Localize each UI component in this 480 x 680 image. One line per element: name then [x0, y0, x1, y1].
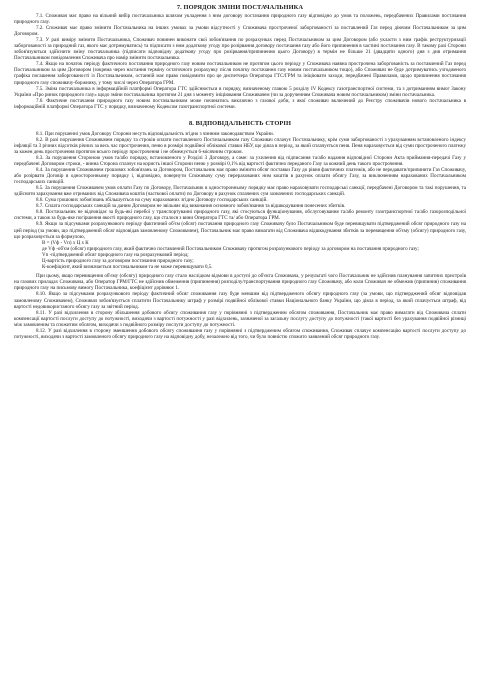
section-8-paragraph: 8.5. За порушення Споживачем умов оплати Газу по Договору, Постачальник в односторонньому порядку має право нараховувати господарські санкції, передбачені Договором та такі порушення, та здійснити зарахування вже отриманих від Споживача коштів (часткової оплати) по Договору в рахунок сплачених сум зазначених господарських санкцій.	[14, 185, 466, 198]
section-7-paragraph: 7.4. Якщо на початок періоду фактичного постачання природного газу новим постачальником не протягом цього періоду у Споживача наявна прострочена заборгованість за поставлений Газ перед Постачальником за цим Договором (зокрема через настання терміну остаточного розрахунку після початку постачання газу новим постачальником тощо), або Споживач не буде дотримуватись узгодженого графіка погашення заборгованості із Постачальником, останній має право повідомити про це диспетчера Оператора ГТС/ГРМ та ініціювати заходи, передбачені Правилами, щодо припинення постачання природного газу споживачу-боржнику, у тому числі через Оператора ГРМ.	[14, 61, 466, 86]
section-8-paragraph: При цьому, якщо перевищення об'єму (обсягу) природного газу стало наслідком відмови в доступі до об'єкта Споживача, у результаті чого Постачальник не здійснив планування запитних пристроїв на газових приладах Споживача, або Оператор ГРМ/ГТС не здійснив обмеження (припинення) розподілу/транспортування природного газу Споживачу, або коли Споживач не обмежив (припинив) споживання природного газу на письмову вимогу Постачальника, коефіцієнт дорівнює 1.	[14, 273, 466, 292]
section-8-paragraph: 8.9. Якщо за підсумками розрахункового періоду фактичний об'єм (обсяг) постачання природного газу Споживачу було Постачальником буде перевищувати підтверджений обсяг природного газу на цей період (за умови, що підтверджений обсяг відповідав замовленому Споживачем), Постачальник має право вимагати від Споживача відшкодування збитків за перевищення об'єму (обсягу) природного газу, що розраховується за формулою,	[14, 221, 466, 240]
section-8-paragraph: 8.8. Постачальник не відповідає за будь-які перебої у транспортуванні природного газу, які стосуються функціонування, обслуговування та/або ремонту газотранспортної та/або газорозподільної системи, а також за будь-яке погіршення якості природного газу, що сталося з вини Оператора ГТС та/ або Оператора ГРМ.	[14, 209, 466, 222]
section-7-paragraph: 7.6. Фактичне постачання природного газу новим постачальником може починатись виключно з газової доби, з якої споживач включений до Реєстру споживачів нового постачальника в інформаційній платформі Оператора ГТС у порядку, визначеному Кодексом газотранспортної системи.	[14, 97, 466, 110]
formula-definition: Vп -підтверджений обсяг природного газу на розрахунковий період;	[42, 252, 189, 259]
section-7-paragraph: 7.2. Споживач має право змінити Постачальника на інших умовах за умови відсутності у Споживача простроченої заборгованості за поставлений Газ перед діючим Постачальником за цим Договором.	[14, 25, 466, 38]
section-7-title: 7. ПОРЯДОК ЗМІНИ ПОСТАЧАЛЬНИКА	[176, 4, 304, 11]
section-8-paragraph: 8.6. Сума грошових зобов'язань збільшується на суму нарахованих згідно Договору господарських санкцій.	[36, 197, 268, 204]
section-8-title: 8. ВІДПОВІДАЛЬНІСТЬ СТОРІН	[188, 119, 292, 127]
section-8-paragraph: 8.7. Сплата господарських санкцій за даним Договором не звільняє від виконання основного зобов'язання та відшкодування понесених збитків.	[36, 203, 346, 210]
section-8-paragraph: 8.1. При порушенні умов Договору Сторони несуть відповідальність згідно з чинним законодавством України.	[36, 130, 274, 137]
section-7-paragraph: 7.3. У разі виміру змінити Постачальника, Споживач повинен виконати свої зобов'язання по розрахунках перед Постачальником за цим Договором (або укласти з ним графік реструктуризації заборгованості за природний газ, якого має дотримуватись) та підписати з ним додаткову угоду про розірвання договору постачання газу або його припинення в частині постачання газу. В такому разі Сторони зобов'язуються здійснити зміну постачальника (підписати відповідну додаткову угоду про розірвання/припинення цього Договору) в термін не більше 21 (двадцяти одного) дня з дня отримання Постачальником повідомлення Споживача про намір змінити постачальника.	[14, 37, 466, 62]
section-8-paragraph: 8.3. За порушення Стороною умов та/або порядку, встановленого у Розділі 3 Договору, а саме: за ухилення від підписання та/або надання відповідної Сторони Акта приймання-передачі Газу у передбачені Договором строки, - винна Сторона сплачує на користь іншої Сторони пеню у розмірі 0,1% від вартості фактично переданого Газу за кожний день такого прострочення.	[14, 154, 466, 167]
section-8-paragraph: 8.2. В разі порушення Споживачем порядку та строків оплати поставленого Постачальником газу Споживач сплачує Постачальнику, крім суми заборгованості з урахуванням встановленого індексу інфляції та 3 річних відсотків річних за весь час прострочення, пеню в розмірі подвійної облікової ставки НБУ, що діяла в період, за який сплачується пеня. Пеня нараховується від суми простроченого платежу за кожен день прострочення протягом всього періоду прострочення і не обмежується 6-місячним строком.	[14, 136, 466, 155]
section-8-paragraph: 8.4. За порушення Споживачем грошових зобов'язань за Договором, Постачальник має право змінити обсяг поставки Газу до рівня фактичних платежів, або не передавати/припинити Газ Споживачу, або розірвати Договір в односторонньому порядку і, відповідно, повернути Споживачу суму перерахованих ним коштів в рахунок оплати обсягу Газу, за виключенням нарахованих Постачальником господарських санкцій.	[14, 167, 466, 186]
formula-definition: де Vф -об'єм (обсяг) природного газу, який фактично поставлений Постачальником Споживачу протягом розрахункового періоду за договором на постачання природного газу;	[42, 246, 419, 253]
section-7-paragraph: 7.1. Споживач має право на вільний вибір постачальника шляхом укладення з ним договору постачання природного газу відповідно до умов та положень, передбачених Правилами постачання природного газу.	[14, 13, 466, 26]
formula-definition: Ц-вартість природного газу за договором постачання природного газу;	[42, 258, 194, 265]
formula-definition: К-коефіцієнт, який визначається постачальником та не може перевищувати 0,5.	[42, 264, 213, 271]
section-8-paragraph: 8.11. У разі відхилення в сторону збільшення добового обсягу споживання газу у порівнянні з підтвердженим обсягом споживання, Постачальник має право вимагати від Споживача сплати компенсації вартості послуги доступу до потужності, виходячи з вартості потужності у разі відхилень, зазначеної за загальну послугу доступу до потужності (такої вартості без урахування подвійної різниці між замовленим та спожитим обсягом, виходячи з подвійного розміру послуги доступу до потужності.	[14, 309, 466, 328]
penalty-formula: В = (Vф - Vп) х Ц х К	[42, 240, 89, 247]
section-8-paragraph: 8.10. Якщо за підсумками розрахункового періоду фактичний обсяг споживання газу буде меншим від підтвердженого обсягу природного газу (за умови, що підтверджений обсяг відповідав замовленому Споживачем), Споживач зобов'язується сплатити Постачальнику штраф у розмірі подвійної облікової ставки Національного банку України, що діяла в період, за який сплачується штраф, від вартості недовикористаного обсягу газу за звітний період.	[14, 291, 466, 310]
section-7-paragraph: 7.5. Зміна постачальника в інформаційній платформі Оператора ГТС здійснюється в порядку, визначеному главою 5 розділу IV Кодексу газотранспортної системи, та з дотриманням вимог Закону України «Про ринок природного газу» щодо зміни постачальника протягом 21 дня з моменту ініціювання Споживачем (чи за дорученням Споживача новим постачальником) зміни постачальника.	[14, 85, 466, 98]
section-8-paragraph: 8.12. У разі відхилення в сторону зменшення добового обсягу споживання газу у порівнянні з підтвердженим обсягом споживання, Споживач сплачує компенсацію вартості послуги доступу до потужності, виходячи з вартості замовленого обсягу природного газу на відповідну добу, незалежно від того, чи було повністю спожито заявлений обсяг природного газу.	[14, 327, 466, 340]
